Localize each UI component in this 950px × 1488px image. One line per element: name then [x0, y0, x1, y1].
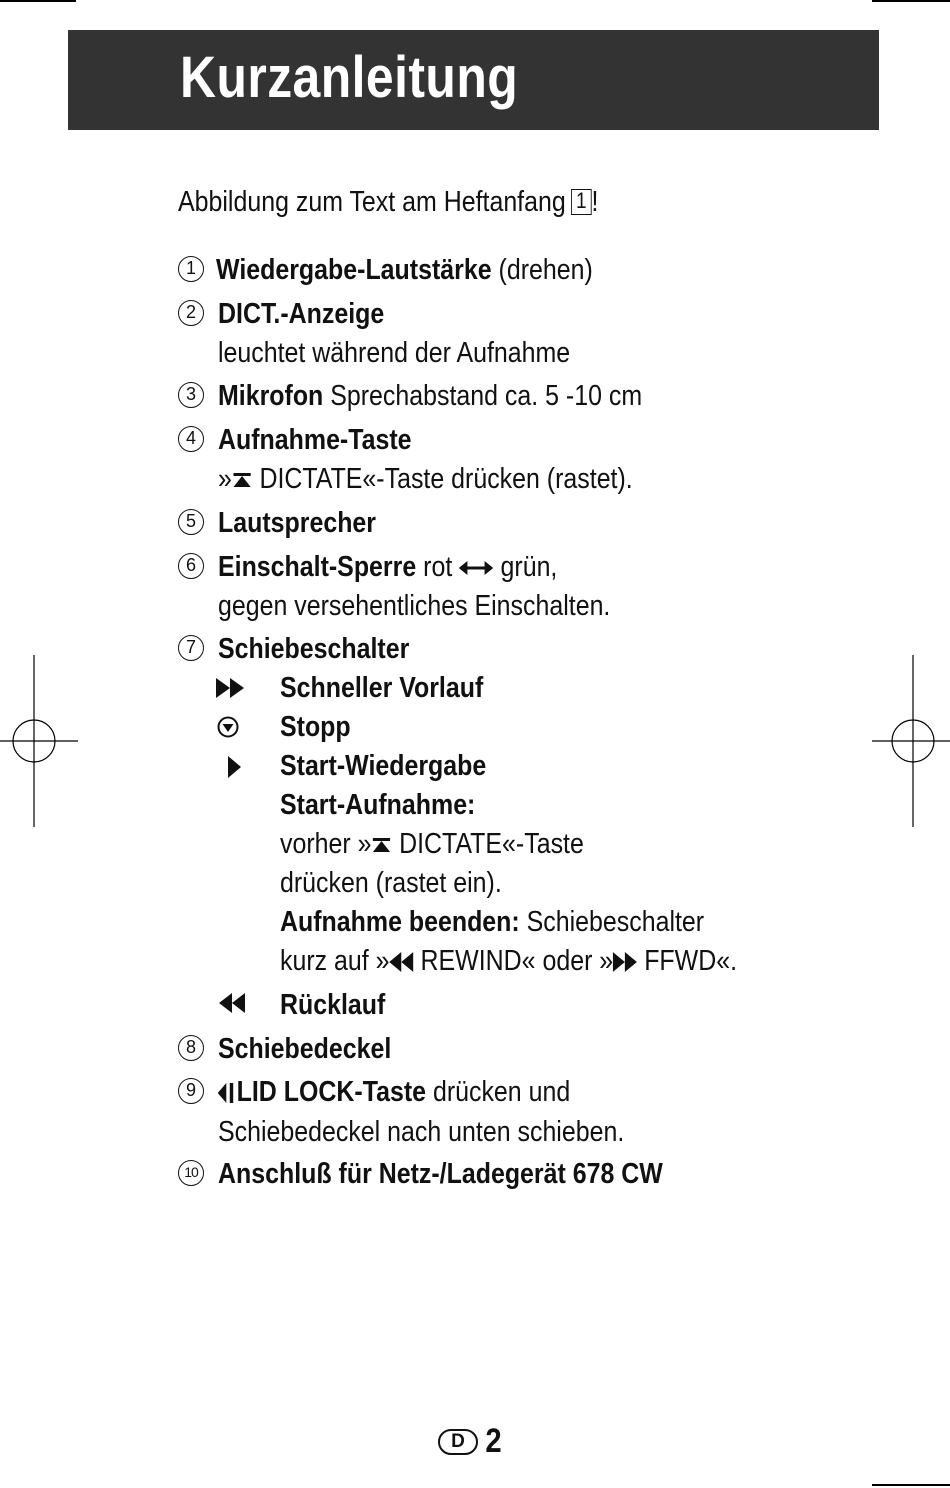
item-number-2: 2 [178, 300, 204, 326]
rewind-icon [390, 952, 414, 972]
switch-stop-label: Stopp [280, 711, 351, 743]
language-badge: D [438, 1429, 478, 1455]
crop-mark-bottom-right [872, 1484, 950, 1486]
item-text: Schiebedeckel nach unten schieben. [218, 1116, 625, 1148]
switch-end-text: FFWD«. [637, 945, 738, 977]
switch-end-text: kurz auf » [280, 945, 390, 977]
item-text: DICTATE«-Taste drücken (rastet). [252, 463, 633, 495]
item-text: gegen versehentliches Einschalten. [218, 590, 611, 622]
item-text: drücken und [426, 1076, 571, 1108]
item-number-8: 8 [178, 1035, 204, 1061]
rewind-icon [219, 993, 245, 1013]
switch-play-label: Start-Wiedergabe [280, 750, 487, 782]
item-text: leuchtet während der Aufnahme [218, 337, 571, 369]
item-number-9: 9 [178, 1078, 204, 1104]
page-number-value: 2 [485, 1422, 502, 1460]
list-item [218, 462, 633, 496]
item-title: Einschalt-Sperre [218, 551, 417, 583]
item-text: grün, [493, 551, 558, 583]
item-title: DICT.-Anzeige [218, 298, 385, 330]
page-title: Kurzanleitung [180, 45, 519, 110]
item-number-10: 10 [178, 1160, 204, 1186]
item-number-6: 6 [178, 553, 204, 579]
switch-end-line2 [280, 944, 737, 978]
figure-ref-box: 1 [571, 189, 592, 215]
registration-mark-left [0, 655, 80, 830]
fast-forward-icon [613, 952, 637, 972]
header-bar [68, 30, 879, 130]
switch-end-line1 [280, 905, 704, 939]
item-title: Aufnahme-Taste [218, 424, 412, 456]
switch-rec-line1 [280, 827, 584, 861]
item-title: Mikrofon [218, 380, 324, 412]
intro-text: Abbildung zum Text am Heftanfang [178, 186, 566, 218]
item-number-5: 5 [178, 509, 204, 535]
item-number-4: 4 [178, 426, 204, 452]
intro-suffix: ! [591, 186, 599, 218]
switch-end-text: REWIND« oder » [413, 945, 614, 977]
item-title: LID LOCK-Taste [236, 1076, 427, 1108]
crop-mark-top-right [872, 0, 950, 2]
item-text: (drehen) [491, 254, 593, 286]
dictate-icon [232, 470, 253, 490]
crop-mark-top-left [0, 0, 76, 2]
switch-end-title: Aufnahme beenden: [280, 906, 520, 938]
list-item [216, 1075, 570, 1109]
play-icon [228, 756, 242, 778]
item-text: » [218, 463, 232, 495]
fast-forward-icon [216, 678, 246, 698]
page-number [438, 1422, 503, 1461]
item-title: Wiedergabe-Lautstärke [216, 254, 492, 286]
list-item [218, 550, 557, 584]
switch-rec-text: vorher » [280, 828, 372, 860]
dictate-icon [371, 835, 392, 855]
item-number-7: 7 [178, 635, 204, 661]
stop-icon [217, 716, 239, 738]
list-item [216, 253, 593, 287]
item-text: rot [416, 551, 460, 583]
list-item [218, 379, 642, 413]
lid-lock-icon [216, 1082, 237, 1104]
item-title: Lautsprecher [218, 507, 377, 539]
item-number-3: 3 [178, 382, 204, 408]
intro-line [178, 185, 598, 219]
item-text: Sprechabstand ca. 5 -10 cm [323, 380, 643, 412]
switch-rewind-label: Rücklauf [280, 989, 386, 1021]
double-arrow-icon [459, 559, 493, 577]
switch-rec-title: Start-Aufnahme: [280, 789, 476, 821]
switch-rec-text: DICTATE«-Taste [392, 828, 584, 860]
switch-rec-line2: drücken (rastet ein). [280, 867, 502, 899]
switch-end-text: Schiebeschalter [519, 906, 705, 938]
item-title: Schiebeschalter [218, 633, 410, 665]
item-title: Schiebedeckel [218, 1033, 392, 1065]
item-number-1: 1 [178, 256, 204, 282]
switch-ffwd-label: Schneller Vorlauf [280, 672, 484, 704]
item-title: Anschluß für Netz-/Ladegerät 678 CW [218, 1158, 663, 1190]
registration-mark-right [868, 655, 950, 830]
